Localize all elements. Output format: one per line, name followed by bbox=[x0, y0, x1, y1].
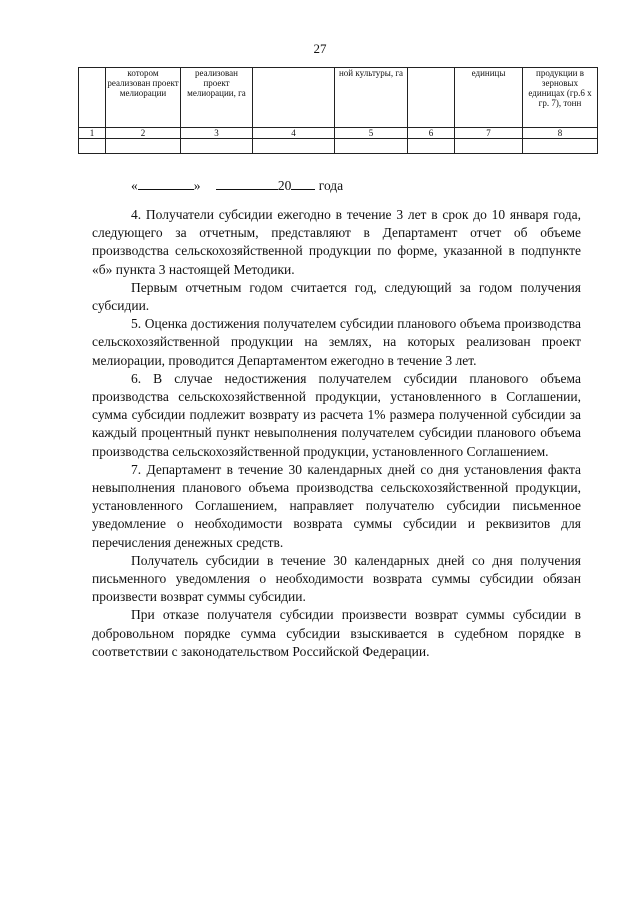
paragraph-4: 4. Получатели субсидии ежегодно в течение 3 лет в срок до 10 января года, следующего за отчетным, представляют в Департамент отчет об объеме производства сельскохозяйственной продукции по форме, указанной в подпункте «б» пункта 3 настоящей Методики. bbox=[92, 207, 581, 277]
empty-cell bbox=[335, 139, 408, 154]
header-cell-4 bbox=[253, 68, 335, 128]
paragraph-recipient-refund: Получатель субсидии в течение 30 календарных дней со дня получения письменного уведомления о необходимости возврата суммы субсидии обязан произвести возврат суммы субсидии. bbox=[92, 552, 581, 605]
column-number-1: 1 bbox=[79, 128, 106, 139]
year-suffix: года bbox=[318, 178, 344, 193]
header-cell-3: реализован проект мелиорации, га bbox=[181, 68, 253, 128]
empty-cell bbox=[181, 139, 253, 154]
year-prefix: 20 bbox=[277, 178, 292, 193]
header-cell-6 bbox=[408, 68, 455, 128]
header-cell-1 bbox=[79, 68, 106, 128]
document-body bbox=[92, 206, 581, 661]
column-number-4: 4 bbox=[253, 128, 335, 139]
column-number-2: 2 bbox=[106, 128, 181, 139]
month-blank bbox=[216, 176, 278, 190]
empty-cell bbox=[253, 139, 335, 154]
table-header-row bbox=[79, 68, 598, 128]
column-number-6: 6 bbox=[408, 128, 455, 139]
header-cell-2: котором реализован проект мелиорации bbox=[106, 68, 181, 128]
column-number-7: 7 bbox=[455, 128, 523, 139]
empty-cell bbox=[106, 139, 181, 154]
table-empty-row bbox=[79, 139, 598, 154]
page-number: 27 bbox=[313, 41, 327, 56]
empty-cell bbox=[523, 139, 598, 154]
date-line bbox=[131, 176, 343, 194]
header-cell-7: единицы bbox=[455, 68, 523, 128]
header-cell-5: ной культуры, га bbox=[335, 68, 408, 128]
column-number-3: 3 bbox=[181, 128, 253, 139]
empty-cell bbox=[408, 139, 455, 154]
header-cell-8: продукции в зерновых единицах (гр.6 х гр. 7), тонн bbox=[523, 68, 598, 128]
report-table bbox=[78, 67, 598, 154]
paragraph-5: 5. Оценка достижения получателем субсидии планового объема производства сельскохозяйственной продукции на землях, на которых реализован проект мелиорации, проводится Департаментом ежегодно в течение 3 лет. bbox=[92, 316, 581, 368]
paragraph-refusal: При отказе получателя субсидии произвести возврат суммы субсидии в добровольном порядке сумма субсидии взыскивается в судебном порядке в соответствии с законодательством Российской Федерации. bbox=[92, 607, 581, 659]
table-column-numbers-row bbox=[79, 128, 598, 139]
empty-cell bbox=[455, 139, 523, 154]
paragraph-6: 6. В случае недостижения получателем субсидии планового объема производства сельскохозяйственной продукции, установленного в Соглашении, сумма субсидии подлежит возврату из расчета 1% размера полученной субсидии за каждый процентный пункт невыполнения получателем субсидии планового объема производства сельскохозяйственной продукции, установленного Соглашением. bbox=[92, 370, 581, 459]
paragraph-first-reporting-year: Первым отчетным годом считается год, следующий за годом получения субсидии. bbox=[92, 279, 581, 314]
date-close-quote: » bbox=[193, 178, 201, 193]
column-number-5: 5 bbox=[335, 128, 408, 139]
empty-cell bbox=[79, 139, 106, 154]
column-number-8: 8 bbox=[523, 128, 598, 139]
paragraph-7: 7. Департамент в течение 30 календарных дней со дня установления факта невыполнения планового объема производства сельскохозяйственной продукции, установленного Соглашением, направляет получателю субсидии письменное уведомление о необходимости возврата суммы субсидии и реквизитов для перечисления денежных средств. bbox=[92, 461, 581, 550]
day-blank bbox=[138, 176, 194, 190]
year-blank bbox=[291, 176, 315, 190]
date-open-quote: « bbox=[131, 178, 138, 193]
